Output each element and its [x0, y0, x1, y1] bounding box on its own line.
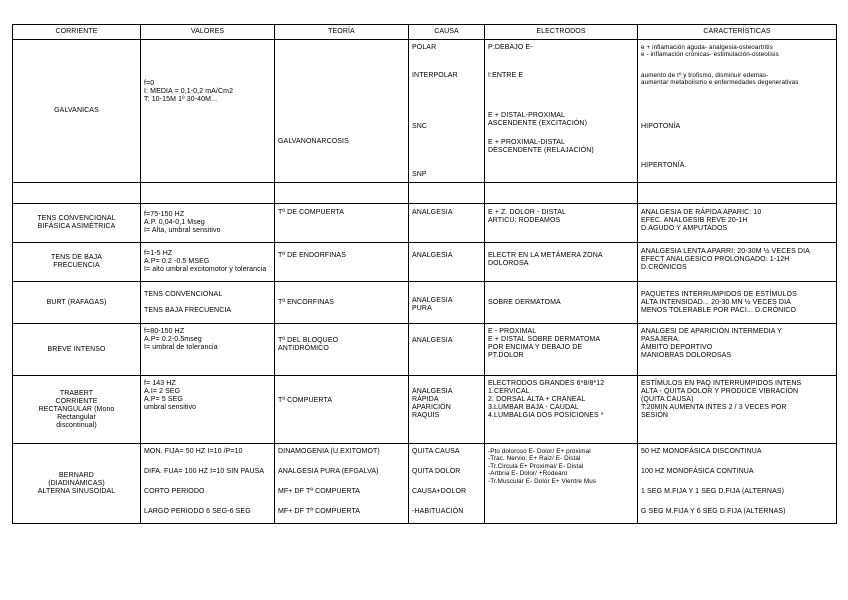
- electrodos-cell: -Pto doloroso E- Dolor/ E+ proximal -Trac. Nervio: E+ Raiz/ E- Distal -Tr.Circula E+ Proximal/ E- Distal -Artbria E- Dolor/ +Rodearo -Tr.Muscular E- Dolor E+ Vientre Mus: [485, 444, 638, 524]
- causa-snp: SNP: [412, 171, 427, 178]
- blank-row: [13, 183, 837, 204]
- caracteristicas-cell: [638, 444, 837, 524]
- valores-corto-periodo: CORTO PERIODO: [144, 488, 205, 495]
- valores-text: f=0 I: MEDIA = 0,1-0,2 mA/Cm2 T: 10-15M 1º 30-40M...: [144, 80, 234, 103]
- teoria-analgesia-pura: ANALGESIA PURA (EFGALVA): [278, 468, 379, 475]
- header-teoria: TEORÍA: [275, 25, 409, 40]
- electrodos-interpolar: I:ENTRE E: [488, 72, 524, 79]
- electrodos-cell: ELECTRODOS GRANDES 6*8/8*12 1.CERVICAL 2. DORSAL ALTA + CRANEAL 3.LUMBAR BAJA - CAUDAL 4.LUMBALGIA DOS POSICIONES *: [485, 376, 638, 444]
- blank-cell: [275, 183, 409, 204]
- causa-polar: POLAR: [412, 44, 437, 51]
- teoria-compuerta-2: MF+ DF Tª COMPUERTA: [278, 508, 361, 515]
- electrodos-cell: [485, 40, 638, 183]
- causa-cell: [409, 40, 485, 183]
- caracteristicas-cell: ANALGESIA DE RÁPIDA APARIC: 10 EFEC. ANALGESIB REVE 20-1H D.AGUDO Y AMPUTADOS: [638, 204, 837, 243]
- valores-cell: f=80-150 HZ A.P= 0.2-0.5mseg I= umbral de tolerancia: [141, 324, 275, 376]
- caracteristicas-cell: PAQUETES INTERRUMPIDOS DE ESTÍMULOS ALTA INTENSIDAD... 20-30 MN ½ VECES DIA MENOS TOLERABLE POR PACI... D.CRÓNICO: [638, 282, 837, 324]
- header-corriente: CORRIENTE: [13, 25, 141, 40]
- caracteristicas-cell: ANALGESI DE APARICIÓN INTERMEDIA Y PASAJERA. ÁMBITO DEPORTIVO MANIOBRAS DOLOROSAS: [638, 324, 837, 376]
- caracteristicas-metabolismo: aumento de tº y trofismo, disminuir edemas- aumentar metabolismo e enfermedades degenerativas: [641, 72, 799, 87]
- corriente-cell: TENS DE BAJA FRECUENCIA: [13, 243, 141, 282]
- blank-cell: [141, 183, 275, 204]
- blank-cell: [13, 183, 141, 204]
- row-bernard: [13, 444, 837, 524]
- corriente-cell: TENS CONVENCIONAL BIFÁSICA ASIMÉTRICA: [13, 204, 141, 243]
- valores-cell: f=75-150 HZ A.P. 0,04-0,1 Mseg I= Alta, umbral sensitivo: [141, 204, 275, 243]
- header-causa: CAUSA: [409, 25, 485, 40]
- valores-cell: f= 143 HZ A.I= 2 SEG A.P= 5 SEG umbral sensitivo: [141, 376, 275, 444]
- caracteristicas-hipotonia: HIPOTONÍA: [641, 123, 681, 130]
- teoria-cell: [275, 40, 409, 183]
- caracteristicas-cell: ESTÍMULOS EN PAQ INTERRUMPIDOS INTENS ALTA - QUITA DOLOR Y PRODUCE VIBRACIÓN (QUITA CAUSA) T:20MIN AUMENTA INTES 2 / 3 VECES POR SESIÓN: [638, 376, 837, 444]
- row-tens-convencional: [13, 204, 837, 243]
- causa-cell: ANALGESIA: [409, 204, 485, 243]
- causa-cell: ANALGESIA PURA: [409, 282, 485, 324]
- header-row: [13, 25, 837, 40]
- causa-habituacion: -HABITUACIÓN: [412, 508, 464, 515]
- valores-difa: DIFA. FUA= 100 HZ I=10 SIN PAUSA: [144, 468, 265, 475]
- electrodos-cell: E + Z. DOLOR - DISTAL ARTICU: RODEAMOS: [485, 204, 638, 243]
- corriente-cell: BREVE INTENSO: [13, 324, 141, 376]
- currents-table: [12, 24, 837, 524]
- caracteristicas-cell: ANALGESIA LENTA APARRI: 20-30M ½ VECES DIA EFECT ANALGESICO PROLONGADO: 1-12H D.CRÓNICOS: [638, 243, 837, 282]
- teoria-cell: [275, 444, 409, 524]
- valores-cell: f=1-5 HZ A.P= 0.2 -0.5 MSEG I= alto umbral excitomotor y tolerancia: [141, 243, 275, 282]
- blank-cell: [409, 183, 485, 204]
- electrodos-cell: SOBRE DERMATOMA: [485, 282, 638, 324]
- corriente-cell: TRABERT CORRIENTE RECTANGULAR (Mono Rectangular discontinual): [13, 376, 141, 444]
- electrodos-cell: ELECTR EN LA METÁMERA ZONA DOLOROSA: [485, 243, 638, 282]
- teoria-cell: Tª DE COMPUERTA: [275, 204, 409, 243]
- header-caracteristicas: CARACTERÍSTICAS: [638, 25, 837, 40]
- teoria-text: GALVANONARCOSIS: [278, 138, 349, 145]
- teoria-cell: Tª DEL BLOQUEO ANTIDRÓMICO: [275, 324, 409, 376]
- electrodos-snp: E + PROXIMAL-DISTAL DESCENDENTE (RELAJACIÓN): [488, 139, 594, 154]
- header-valores: VALORES: [141, 25, 275, 40]
- row-tens-baja-frecuencia: [13, 243, 837, 282]
- causa-cell: ANALGESIA RÁPIDA APARICIÓN RAQUIS: [409, 376, 485, 444]
- electrodos-polar: P:DEBAJO E-: [488, 44, 533, 51]
- row-burt: [13, 282, 837, 324]
- blank-cell: [638, 183, 837, 204]
- valores-cell: [141, 40, 275, 183]
- corriente-cell: BERNARD (DIADINÁMICAS) ALTERNA SINUSOIDAL: [13, 444, 141, 524]
- teoria-cell: Tª COMPUERTA: [275, 376, 409, 444]
- causa-snc: SNC: [412, 123, 428, 130]
- causa-quita-causa: QUITA CAUSA: [412, 448, 460, 455]
- causa-quita-dolor: QUITA DOLOR: [412, 468, 461, 475]
- row-breve-intenso: [13, 324, 837, 376]
- causa-causa-dolor: CAUSA+DOLOR: [412, 488, 467, 495]
- teoria-cell: Tª ENCORFINAS: [275, 282, 409, 324]
- caracteristicas-1seg: 1 SEG M.FIJA Y 1 SEG D.FIJA (ALTERNAS): [641, 488, 785, 495]
- therapy-currents-sheet: [12, 24, 836, 524]
- header-electrodos: ELECTRODOS: [485, 25, 638, 40]
- causa-cell: ANALGESIA: [409, 243, 485, 282]
- teoria-compuerta-1: MF+ DF Tª COMPUERTA: [278, 488, 361, 495]
- valores-cell: [141, 444, 275, 524]
- corriente-cell: BURT (RAFAGAS): [13, 282, 141, 324]
- electrodos-cell: E - PROXIMAL E + DISTAL SOBRE DERMATOMA POR ENCIMA Y DEBAJO DE PT.DOLOR: [485, 324, 638, 376]
- causa-cell: [409, 444, 485, 524]
- caracteristicas-hipertonia: HIPERTONÍA.: [641, 162, 687, 169]
- valores-cell: TENS CONVENCIONAL TENS BAJA FRECUENCIA: [141, 282, 275, 324]
- row-trabert: [13, 376, 837, 444]
- caracteristicas-100hz: 100 HZ MONOFÁSICA CONTINUA: [641, 468, 754, 475]
- valores-mon-fija: MON. FIJA= 50 HZ I=10 /P=10: [144, 448, 243, 455]
- corriente-cell: GALVANICAS: [13, 40, 141, 183]
- electrodos-snc: E + DISTAL-PROXIMAL ASCENDENTE (EXCITACIÓN): [488, 112, 588, 127]
- teoria-dinamogenia: DINAMOGENIA (U.EXITOMOT): [278, 448, 380, 455]
- caracteristicas-50hz: 50 HZ MONOFÁSICA DISCONTINUA: [641, 448, 762, 455]
- caracteristicas-6seg: G SEG M.FIJA Y 6 SEG D.FIJA (ALTERNAS): [641, 508, 786, 515]
- caracteristicas-cell: [638, 40, 837, 183]
- teoria-cell: Tª DE ENDORFINAS: [275, 243, 409, 282]
- valores-largo-periodo: LARGO PERIODO 6 SEG-6 SEG: [144, 508, 251, 515]
- row-galvanicas: [13, 40, 837, 183]
- causa-cell: ANALGESIA: [409, 324, 485, 376]
- causa-interpolar: INTERPOLAR: [412, 72, 458, 79]
- blank-cell: [485, 183, 638, 204]
- caracteristicas-inflamacion: e + inflamación aguda- analgesia-osteoartritis e - inflamación crónicas- estimulación-osteolisis: [641, 44, 779, 59]
